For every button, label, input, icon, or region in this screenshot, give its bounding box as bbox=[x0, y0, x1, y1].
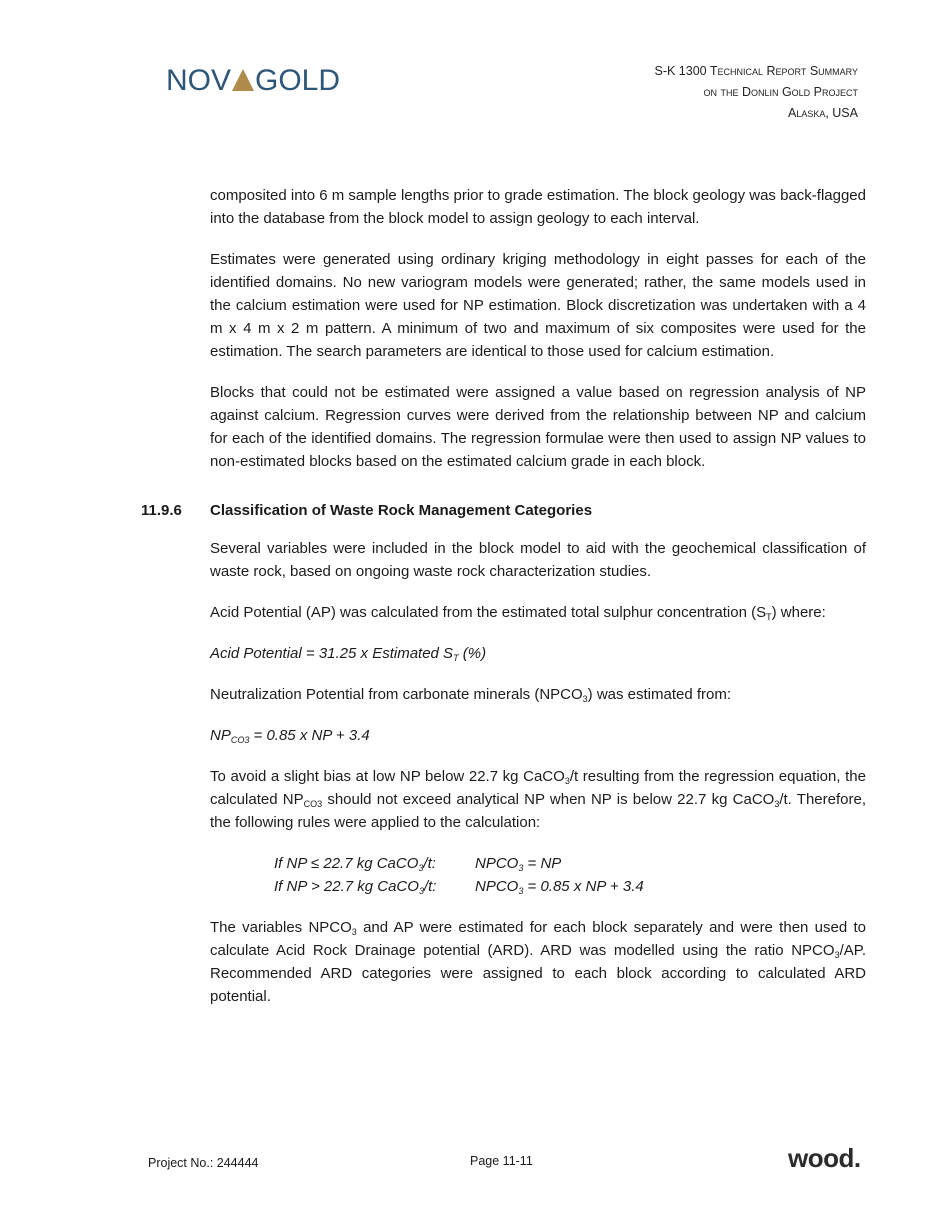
page-body bbox=[210, 184, 866, 1026]
paragraph-6: Neutralization Potential from carbonate minerals $(NPCO_3)$ was estimated from: bbox=[210, 686, 732, 704]
project-number: Project No.: 244444 bbox=[148, 1156, 259, 1170]
rule-2-result: $NPCO_3 = 0.85$ x NP + 3.4 bbox=[475, 878, 644, 896]
logo-text-left: NOV bbox=[166, 64, 232, 97]
paragraph-7: To avoid a slight bias at low NP below 22.7 kg CaCO$_3$/t resulting from the regression equation, the calculated $NP_{CO3}$ should not exceed analytical NP when NP is below 22.7 kg CaCO$_3$/t. Therefore, the following rules were applied to the calculation: bbox=[210, 768, 866, 831]
logo-triangle-icon bbox=[232, 69, 254, 91]
rule-2-condition: If NP > 22.7 kg CaCO$_3$/t: bbox=[274, 878, 437, 896]
paragraph-5: Acid Potential (AP) was calculated from the estimated total sulphur concentration $(S_T)$ where: bbox=[210, 604, 826, 622]
page-number: Page 11-11 bbox=[470, 1154, 533, 1168]
novagold-logo bbox=[166, 64, 340, 98]
header-line-2: on the Donlin Gold Project bbox=[703, 85, 858, 99]
rule-1-condition: If NP ≤ 22.7 kg CaCO$_3$/t: bbox=[274, 855, 436, 873]
equation-acid-potential: Acid Potential = 31.25 x Estimated $S_T$ (%) bbox=[210, 645, 487, 663]
paragraph-8: The variables $NPCO_3$ and AP were estimated for each block separately and were then used to calculate Acid Rock Drainage potential (ARD). ARD was modelled using the ratio $NPCO_3/AP$. Recommended ARD categories were assigned to each block according to calculated ARD potential. bbox=[210, 919, 866, 1005]
wood-logo: wood. bbox=[788, 1143, 861, 1173]
section-title: Classification of Waste Rock Management Categories bbox=[210, 502, 593, 519]
header-line-1: S-K 1300 Technical Report Summary bbox=[654, 64, 858, 78]
section-heading bbox=[141, 502, 592, 519]
paragraph-1: composited into 6 m sample lengths prior to grade estimation. The block geology was back-flagged into the database from the block model to assign geology to each interval. bbox=[210, 187, 866, 227]
paragraph-4: Several variables were included in the block model to aid with the geochemical classification of waste rock, based on ongoing waste rock characterization studies. bbox=[210, 540, 866, 580]
section-number: 11.9.6 bbox=[141, 502, 182, 519]
paragraph-3: Blocks that could not be estimated were assigned a value based on regression analysis of NP against calcium. Regression curves were derived from the relationship between NP and calcium for each of the identified domains. The regression formulae were then used to assign NP values to non-estimated blocks based on the estimated calcium grade in each block. bbox=[210, 384, 866, 470]
logo-text-right: GOLD bbox=[255, 64, 341, 97]
header-line-3: Alaska, USA bbox=[787, 106, 858, 120]
rule-row-1 bbox=[274, 852, 866, 875]
report-header bbox=[655, 61, 859, 124]
equation-npco3: $NP_{CO3} = 0.85$ x NP + 3.4 bbox=[210, 727, 370, 745]
rule-row-2 bbox=[274, 875, 866, 898]
rule-1-result: $NPCO_3$ = NP bbox=[475, 855, 562, 873]
paragraph-2: Estimates were generated using ordinary kriging methodology in eight passes for each of the identified domains. No new variogram models were generated; rather, the same models used in the calcium estimation were used for NP estimation. Block discretization was undertaken with a 4 m x 4 m x 2 m pattern. A minimum of two and maximum of six composites were used for the estimation. The search parameters are identical to those used for calcium estimation. bbox=[210, 251, 866, 360]
